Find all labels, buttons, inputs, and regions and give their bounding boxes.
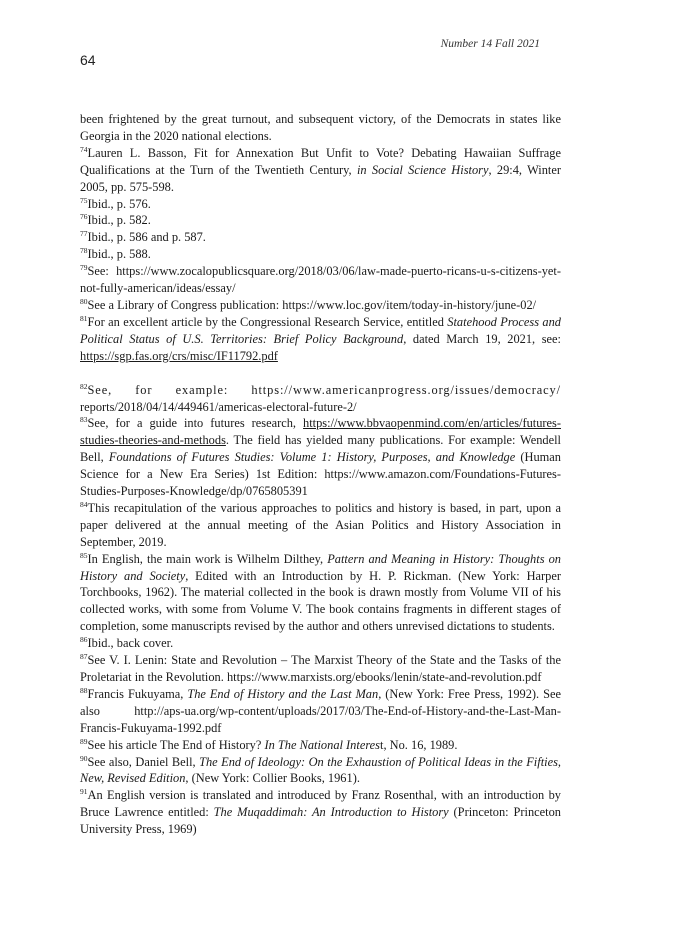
- footnote: [80, 229, 561, 246]
- footnote-text: Francis Fukuyama,: [87, 686, 188, 701]
- footnote-number: 80: [80, 296, 88, 306]
- journal-header: Number 14 Fall 2021: [440, 38, 540, 50]
- footnote-text: t, No. 16, 1989.: [380, 737, 458, 752]
- paragraph-gap: [80, 365, 561, 382]
- footnote-number: 75: [80, 195, 88, 205]
- footnote-text: Ibid., back cover.: [87, 636, 174, 651]
- footnote-text: , Edited with an Introduction by H. P. Rickman. (New York: Harper Torchbooks, 1962). The material collected in the book is drawn mostly from Volume VII of his collected works, with some from Volume V. The book contains fragments in different stages of completion, some manuscripts revised by the author and others unrevised dictations to students.: [80, 568, 561, 634]
- footnote: [80, 415, 561, 500]
- footnote-number: 81: [80, 313, 88, 323]
- footnote-text: , 29:4, Winter 2005, pp. 575-598.: [80, 162, 561, 194]
- footnote-text: Lauren L. Basson, Fit for Annexation But Unfit to Vote? Debating Hawaiian Suffrage Qualifications at the Turn of the Twentieth Century,: [80, 145, 561, 177]
- footnote-text: . The field has yielded many publications. For example: Wendell Bell,: [80, 433, 561, 465]
- italic-title: Statehood Process and Political Status of U.S. Territories: Brief Policy Background: [80, 314, 562, 346]
- footnote-text: An English version is translated and introduced by Franz Rosenthal, with an introduction by Bruce Lawrence entitled:: [80, 788, 561, 820]
- footnote: [80, 297, 561, 314]
- italic-title: The End of History and the Last Man: [187, 686, 379, 701]
- footnote: [80, 787, 561, 838]
- footnote-text: (Human Science for a New Era Series) 1st Edition: https://www.amazon.com/Foundations-Futures-Studies-Purposes-Knowledge/dp/0765805391: [80, 450, 561, 499]
- footnote-text: , (New York: Free Press, 1992). See also http://aps-ua.org/wp-content/uploads/2017/03/The-End-of-History-and-the-Last-Man-Francis-Fukuyama-1992.pdf: [80, 686, 561, 735]
- footnote-number: 83: [80, 415, 88, 425]
- footnote-number: 89: [80, 736, 88, 746]
- footnote-number: 85: [80, 550, 88, 560]
- footnote: [80, 212, 561, 229]
- footnote-number: 74: [80, 144, 88, 154]
- footnote-text: Ibid., p. 582.: [87, 213, 151, 228]
- footnote-number: 87: [80, 652, 88, 662]
- footnote: [80, 314, 561, 365]
- footnote-number: 86: [80, 635, 88, 645]
- footnote: [80, 551, 561, 636]
- italic-title: In The National Interes: [264, 737, 381, 752]
- footnote-text: Ibid., p. 586 and p. 587.: [87, 230, 206, 245]
- footnote-text: For an excellent article by the Congressional Research Service, entitled: [87, 314, 448, 329]
- footnote: [80, 754, 561, 788]
- footnote-text: In English, the main work is Wilhelm Dilthey,: [87, 551, 328, 566]
- footnote-number: 78: [80, 246, 88, 256]
- footnote: [80, 196, 561, 213]
- footnote-text: , (New York: Collier Books, 1961).: [185, 771, 360, 786]
- italic-title: Foundations of Futures Studies: Volume 1: History, Purposes, and Knowledge: [108, 450, 516, 465]
- italic-title: The Muqaddimah: An Introduction to History: [213, 805, 449, 820]
- footnote: [80, 500, 561, 551]
- footnote-text: See V. I. Lenin: State and Revolution – The Marxist Theory of the State and the Tasks of the Proletariat in the Revolution. https://www.marxists.org/ebooks/lenin/state-and-revolution.pdf: [80, 653, 561, 684]
- footnote: [80, 635, 561, 652]
- footnote-number: 79: [80, 263, 88, 273]
- page-number: 64: [80, 52, 96, 68]
- italic-title: The End of Ideology: On the Exhaustion of Political Ideas in the Fifties, New, Revised Edition: [80, 754, 561, 786]
- footnote-text: See, for a guide into futures research,: [87, 416, 304, 431]
- footnote-number: 90: [80, 753, 88, 763]
- footnote: [80, 686, 561, 737]
- footnote-text: See a Library of Congress publication: https://www.loc.gov/item/today-in-history/june-02/: [87, 297, 537, 312]
- footnote-number: 91: [80, 787, 88, 797]
- footnote: [80, 382, 561, 416]
- footnote-number: 82: [80, 381, 88, 391]
- footnote: [80, 737, 561, 754]
- footnote-number: 88: [80, 685, 88, 695]
- footnote-text: (Princeton: Princeton University Press, 1969): [80, 805, 561, 837]
- footnote-text: , dated March 19, 2021, see:: [403, 331, 561, 346]
- footnote-link: https://www.bbvaopenmind.com/en/articles/futures-studies-theories-and-methods: [80, 416, 561, 448]
- italic-title: Pattern and Meaning in History: Thoughts on History and Society: [80, 551, 561, 583]
- footnote-text: See: https://www.zocalopublicsquare.org/2018/03/06/law-made-puerto-ricans-u-s-citizens-yet-not-fully-american/ideas/essay/: [80, 264, 561, 296]
- footnote-text: been frightened by the great turnout, and subsequent victory, of the Democrats in states like Georgia in the 2020 national elections.: [80, 112, 561, 143]
- footnote-text: Ibid., p. 576.: [87, 196, 151, 211]
- footnote-number: 84: [80, 499, 88, 509]
- footnote-text: See, for example: https://www.americanprogress.org/issues/democracy/: [87, 382, 561, 397]
- footnote: [80, 652, 561, 686]
- italic-title: in Social Science History: [356, 162, 489, 177]
- footnote: [80, 246, 561, 263]
- footnotes-body: [80, 111, 561, 838]
- footnote-text: This recapitulation of the various approaches to politics and history is based, in part, upon a paper delivered at the annual meeting of the Asian Politics and History Association in September, 2019.: [80, 500, 561, 549]
- footnote: [80, 263, 561, 297]
- footnote-number: 76: [80, 212, 88, 222]
- footnote-text: reports/2018/04/14/449461/americas-electoral-future-2/: [80, 399, 357, 414]
- footnote-text: See his article The End of History?: [87, 737, 265, 752]
- footnote: [80, 145, 561, 196]
- footnote-link: https://sgp.fas.org/crs/misc/IF11792.pdf: [80, 348, 278, 363]
- footnote-text: See also, Daniel Bell,: [87, 754, 200, 769]
- footnote-number: 77: [80, 229, 88, 239]
- footnote-text: Ibid., p. 588.: [87, 247, 151, 262]
- continued-text: [80, 111, 561, 145]
